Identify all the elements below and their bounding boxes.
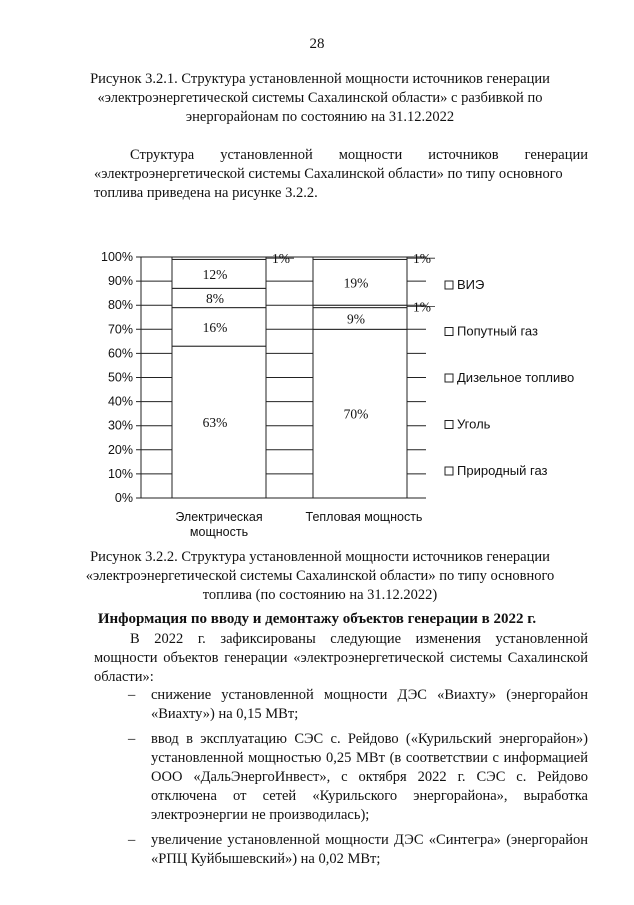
list-item bbox=[94, 831, 588, 869]
y-tick-label: 80% bbox=[107, 298, 133, 313]
list-item-text: снижение установленной мощности ДЭС «Виахту» (энергорайон «Виахту») на 0,15 МВт; bbox=[151, 687, 588, 722]
section-intro bbox=[94, 630, 588, 687]
intro-paragraph-line: Структура установленной мощности источников генерации bbox=[130, 147, 588, 163]
y-tick-label: 20% bbox=[107, 442, 133, 457]
data-label: 63% bbox=[202, 415, 228, 431]
list-item-text: увеличение установленной мощности ДЭС «Синтегра» (энергорайон «РПЦ Куйбышевский») на 0,02 МВт; bbox=[151, 832, 588, 867]
legend-label: Природный газ bbox=[457, 463, 548, 478]
y-tick-label: 30% bbox=[107, 418, 133, 433]
data-label: 1% bbox=[272, 251, 290, 267]
figure-2-caption-line: Рисунок 3.2.2. Структура установленной мощности источников генерации bbox=[90, 549, 550, 565]
legend-swatch bbox=[445, 467, 453, 475]
list-item-text: ввод в эксплуатацию СЭС с. Рейдово («Курильский энергорайон») установленной мощностью 0,25 МВт (в соответствии с информацией ООО «ДальЭнергоИнвест», с октября 2022 г. СЭС с. Рейдово отключена от сетей «Курильского энергорайона», выработка электроэнергии не производилась); bbox=[151, 731, 588, 823]
bar-segment bbox=[172, 257, 266, 259]
legend-swatch bbox=[445, 421, 453, 429]
figure-2-caption-line: «электроэнергетической системы Сахалинской области» по типу основного bbox=[85, 568, 555, 584]
list-dash: – bbox=[128, 687, 136, 703]
figure-1-caption-line: Рисунок 3.2.1. Структура установленной мощности источников генерации bbox=[90, 71, 550, 87]
section-intro-text: В 2022 г. зафиксированы следующие изменения установленной мощности объектов генерации «электроэнергетической системы Сахалинской области»: bbox=[94, 631, 588, 685]
page-number: 28 bbox=[309, 36, 325, 52]
bar-segment bbox=[313, 257, 407, 259]
intro-paragraph-line: «электроэнергетической системы Сахалинской области» по типу основного bbox=[94, 166, 563, 182]
data-label: 12% bbox=[202, 266, 228, 282]
list-dash: – bbox=[128, 731, 136, 747]
y-tick-label: 0% bbox=[114, 491, 133, 505]
data-label: 70% bbox=[343, 406, 369, 422]
list-dash: – bbox=[128, 832, 136, 848]
x-category-label: Электрическая bbox=[175, 510, 263, 524]
data-label: 9% bbox=[347, 311, 365, 327]
figure-1-caption-line: «электроэнергетической системы Сахалинской области» с разбивкой по bbox=[97, 90, 543, 106]
intro-paragraph-line: топлива приведена на рисунке 3.2.2. bbox=[94, 185, 318, 201]
data-label: 16% bbox=[202, 319, 228, 335]
y-tick-label: 40% bbox=[107, 394, 133, 409]
legend-label: Уголь bbox=[457, 416, 491, 432]
legend-label: Попутный газ bbox=[457, 323, 538, 339]
data-label: 1% bbox=[413, 299, 431, 315]
data-label: 1% bbox=[413, 251, 431, 267]
figure-2-caption-line: топлива (по состоянию на 31.12.2022) bbox=[202, 587, 438, 603]
y-tick-label: 50% bbox=[107, 370, 133, 385]
legend-swatch bbox=[445, 328, 453, 336]
data-label: 8% bbox=[206, 290, 224, 306]
figure-1-caption-line: энергорайонам по состоянию на 31.12.2022 bbox=[185, 109, 455, 125]
list-item bbox=[94, 730, 588, 825]
legend-swatch bbox=[445, 281, 453, 289]
legend-swatch bbox=[445, 374, 453, 382]
figure-2-caption bbox=[70, 548, 570, 605]
y-tick-label: 90% bbox=[107, 274, 133, 289]
legend-label: ВИЭ bbox=[457, 277, 485, 292]
y-tick-label: 10% bbox=[107, 466, 133, 481]
x-category-label: Тепловая мощность bbox=[305, 510, 423, 524]
changes-list bbox=[94, 686, 588, 875]
legend-label: Дизельное топливо bbox=[457, 370, 575, 385]
data-label: 19% bbox=[343, 275, 369, 291]
y-tick-label: 70% bbox=[107, 322, 133, 337]
section-heading: Информация по вводу и демонтажу объектов генерации в 2022 г. bbox=[97, 611, 537, 627]
list-item bbox=[94, 686, 588, 724]
y-tick-label: 60% bbox=[107, 346, 133, 361]
y-tick-label: 100% bbox=[101, 250, 133, 264]
x-category-label: мощность bbox=[189, 525, 249, 539]
